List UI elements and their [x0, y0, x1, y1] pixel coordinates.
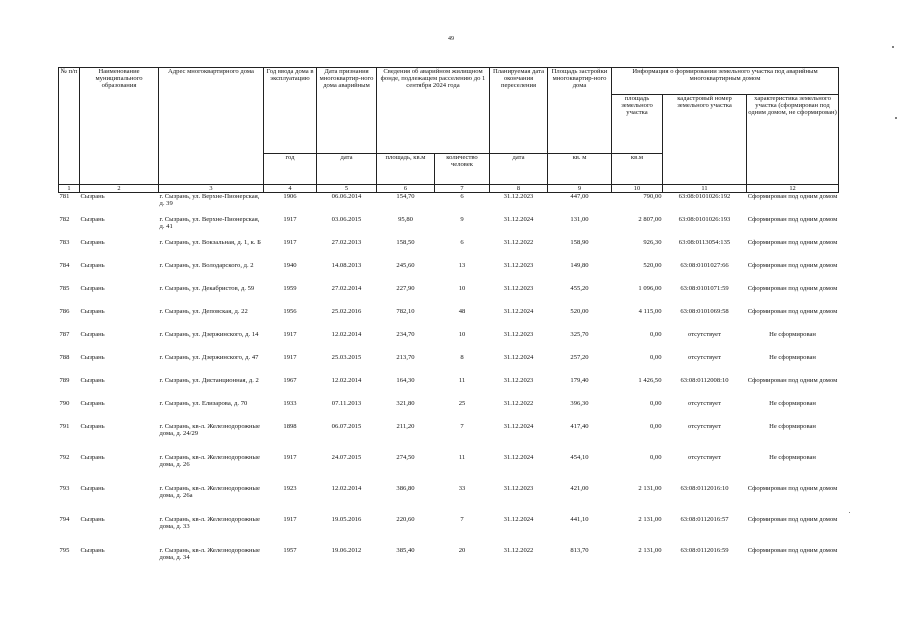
building-area-cell: 158,90: [570, 238, 589, 246]
year-cell: 1917: [283, 353, 297, 361]
year-cell: 1917: [283, 453, 297, 461]
row-number: 785: [59, 284, 70, 292]
header-municipality: Наименование муниципального образования: [80, 68, 159, 185]
header-num: № п/п: [59, 68, 80, 185]
land-area-cell: 0,00: [649, 422, 662, 430]
cadastral-cell: отсутствует: [688, 399, 721, 407]
year-cell: 1917: [283, 238, 297, 246]
table-row: [59, 216, 839, 239]
people-cell: 9: [460, 215, 464, 223]
area-cell: 95,80: [398, 215, 413, 223]
municipality-cell: Сызрань: [80, 307, 105, 315]
header-land-area: площадь земельного участка: [612, 95, 663, 154]
area-cell: 211,20: [396, 422, 415, 430]
column-number: 12: [747, 185, 839, 193]
address-cell: г. Сызрань, кв-л. Железнодорожные дома, д. 34: [159, 546, 260, 561]
cadastral-cell: 63:08:0112016:57: [680, 515, 729, 523]
header-cadastral: кадастровый номер земельного участка: [663, 95, 747, 185]
table-row: [59, 454, 839, 485]
people-cell: 8: [460, 353, 464, 361]
municipality-cell: Сызрань: [80, 330, 105, 338]
column-number: 1: [59, 185, 80, 193]
land-char-cell: Сформирован под одним домом: [747, 376, 838, 384]
land-char-cell: Сформирован под одним домом: [747, 215, 838, 223]
land-char-cell: Сформирован под одним домом: [747, 307, 838, 315]
resettlement-date-cell: 31.12.2023: [503, 484, 534, 492]
address-cell: г. Сызрань, ул. Декабристов, д. 59: [159, 284, 255, 292]
table-row: [59, 400, 839, 423]
cadastral-cell: 63:08:0113054:135: [678, 238, 731, 246]
column-number: 11: [663, 185, 747, 193]
emergency-date-cell: 14.08.2013: [331, 261, 362, 269]
address-cell: г. Сызрань, ул. Дзержинского, д. 14: [159, 330, 259, 338]
address-cell: г. Сызрань, ул. Вокзальная, д. 1, к. Б: [159, 238, 261, 246]
area-cell: 386,80: [396, 484, 415, 492]
unit-people: количество человек: [435, 154, 490, 185]
column-number: 6: [377, 185, 435, 193]
resettlement-date-cell: 31.12.2023: [503, 284, 534, 292]
resettlement-date-cell: 31.12.2024: [503, 307, 534, 315]
address-cell: г. Сызрань, кв-л. Железнодорожные дома, д. 26а: [159, 484, 260, 499]
row-number: 784: [59, 261, 70, 269]
emergency-date-cell: 19.05.2016: [331, 515, 362, 523]
header-land-char: характеристика земельного участка (сформирован под одним домом, не сформирован): [747, 95, 839, 185]
row-number: 781: [59, 193, 70, 200]
building-area-cell: 257,20: [570, 353, 589, 361]
building-area-cell: 454,10: [570, 453, 589, 461]
area-cell: 321,80: [396, 399, 415, 407]
resettlement-date-cell: 31.12.2024: [503, 453, 534, 461]
column-number: 9: [548, 185, 612, 193]
resettlement-date-cell: 31.12.2023: [503, 376, 534, 384]
unit-area: площадь, кв.м: [377, 154, 435, 185]
cadastral-cell: 63:08:0101071:59: [680, 284, 729, 292]
column-number: 2: [80, 185, 159, 193]
municipality-cell: Сызрань: [80, 261, 105, 269]
row-number: 795: [59, 546, 70, 554]
resettlement-date-cell: 31.12.2022: [503, 546, 534, 554]
row-number: 782: [59, 215, 70, 223]
building-area-cell: 325,70: [570, 330, 589, 338]
year-cell: 1917: [283, 330, 297, 338]
year-cell: 1957: [283, 546, 297, 554]
area-cell: 385,40: [396, 546, 415, 554]
table-body: [59, 193, 839, 578]
people-cell: 7: [460, 515, 464, 523]
land-area-cell: 4 115,00: [638, 307, 662, 315]
municipality-cell: Сызрань: [80, 546, 105, 554]
emergency-date-cell: 07.11.2013: [331, 399, 362, 407]
area-cell: 158,50: [396, 238, 415, 246]
area-cell: 782,10: [396, 307, 415, 315]
row-number: 791: [59, 422, 70, 430]
cadastral-cell: 63:08:0112016:10: [680, 484, 729, 492]
building-area-cell: 179,40: [570, 376, 589, 384]
year-cell: 1898: [283, 422, 297, 430]
header-address: Адрес многоквартирного дома: [159, 68, 264, 185]
people-cell: 10: [458, 284, 466, 292]
column-number: 4: [264, 185, 317, 193]
header-emergency-date: Дата признания многоквартир-ного дома аварийным: [317, 68, 377, 154]
cadastral-cell: 63:08:0112008:10: [680, 376, 729, 384]
area-cell: 164,30: [396, 376, 415, 384]
people-cell: 6: [460, 238, 464, 246]
land-area-cell: 2 131,00: [638, 484, 662, 492]
table-row: [59, 285, 839, 308]
people-cell: 13: [458, 261, 466, 269]
area-cell: 245,60: [396, 261, 415, 269]
municipality-cell: Сызрань: [80, 353, 105, 361]
resettlement-date-cell: 31.12.2024: [503, 515, 534, 523]
year-cell: 1967: [283, 376, 297, 384]
table-row: [59, 485, 839, 516]
column-number: 5: [317, 185, 377, 193]
cadastral-cell: отсутствует: [688, 330, 721, 338]
land-char-cell: Сформирован под одним домом: [747, 238, 838, 246]
table-row: [59, 239, 839, 262]
land-area-cell: 1 096,00: [638, 284, 662, 292]
emergency-date-cell: 06.07.2015: [331, 422, 362, 430]
land-char-cell: Не сформирован: [769, 353, 816, 361]
municipality-cell: Сызрань: [80, 238, 105, 246]
land-area-cell: 1 426,50: [638, 376, 662, 384]
header-year: Год ввода дома в эксплуатацию: [264, 68, 317, 154]
area-cell: 220,60: [396, 515, 415, 523]
land-char-cell: Сформирован под одним домом: [747, 515, 838, 523]
building-area-cell: 131,00: [570, 215, 589, 223]
area-cell: 154,70: [396, 193, 415, 200]
municipality-cell: Сызрань: [80, 399, 105, 407]
unit-land-sqm: кв.м: [612, 154, 663, 185]
table-row: [59, 308, 839, 331]
municipality-cell: Сызрань: [80, 284, 105, 292]
row-number: 787: [59, 330, 70, 338]
emergency-date-cell: 19.06.2012: [331, 546, 362, 554]
land-char-cell: Не сформирован: [769, 330, 816, 338]
table-row: [59, 331, 839, 354]
scan-speck: [849, 512, 850, 513]
emergency-date-cell: 24.07.2015: [331, 453, 362, 461]
cadastral-cell: 63:08:0101026:193: [678, 215, 731, 223]
cadastral-cell: 63:08:0101027:66: [680, 261, 729, 269]
row-number: 794: [59, 515, 70, 523]
column-number: 3: [159, 185, 264, 193]
emergency-date-cell: 27.02.2013: [331, 238, 362, 246]
table-row: [59, 193, 839, 216]
land-area-cell: 926,30: [643, 238, 662, 246]
people-cell: 33: [458, 484, 466, 492]
area-cell: 213,70: [396, 353, 415, 361]
building-area-cell: 520,00: [570, 307, 589, 315]
row-number: 788: [59, 353, 70, 361]
emergency-date-cell: 25.03.2015: [331, 353, 362, 361]
year-cell: 1906: [283, 193, 297, 200]
land-char-cell: Сформирован под одним домом: [747, 546, 838, 554]
row-number: 792: [59, 453, 70, 461]
land-area-cell: 2 131,00: [638, 546, 662, 554]
cadastral-cell: 63:08:0112016:59: [680, 546, 729, 554]
people-cell: 10: [458, 330, 466, 338]
header-building-area: Площадь застройки многоквартир-ного дома: [548, 68, 612, 154]
land-area-cell: 0,00: [649, 453, 662, 461]
land-char-cell: Не сформирован: [769, 422, 816, 430]
emergency-date-cell: 06.06.2014: [331, 193, 362, 200]
cadastral-cell: отсутствует: [688, 422, 721, 430]
people-cell: 48: [458, 307, 466, 315]
address-cell: г. Сызрань, кв-л. Железнодорожные дома, д. 24/29: [159, 422, 260, 437]
emergency-date-cell: 27.02.2014: [331, 284, 362, 292]
building-area-cell: 421,00: [570, 484, 589, 492]
land-area-cell: 0,00: [649, 330, 662, 338]
unit-date: дата: [317, 154, 377, 185]
table-row: [59, 516, 839, 547]
people-cell: 7: [460, 422, 464, 430]
unit-year: год: [264, 154, 317, 185]
municipality-cell: Сызрань: [80, 193, 105, 200]
address-cell: г. Сызрань, кв-л. Железнодорожные дома, д. 26: [159, 453, 260, 468]
resettlement-date-cell: 31.12.2024: [503, 422, 534, 430]
address-cell: г. Сызрань, кв-л. Железнодорожные дома, д. 33: [159, 515, 260, 530]
building-area-cell: 813,70: [570, 546, 589, 554]
land-char-cell: Сформирован под одним домом: [747, 261, 838, 269]
resettlement-date-cell: 31.12.2023: [503, 261, 534, 269]
building-area-cell: 441,10: [570, 515, 589, 523]
table-row: [59, 377, 839, 400]
column-number: 10: [612, 185, 663, 193]
scan-speck: [895, 117, 897, 119]
people-cell: 6: [460, 193, 464, 200]
area-cell: 227,90: [396, 284, 415, 292]
year-cell: 1917: [283, 515, 297, 523]
row-number: 793: [59, 484, 70, 492]
land-char-cell: Не сформирован: [769, 399, 816, 407]
people-cell: 11: [458, 453, 466, 461]
row-number: 790: [59, 399, 70, 407]
header-resettlement-date: Планируемая дата окончания переселения: [490, 68, 548, 154]
cadastral-cell: отсутствует: [688, 353, 721, 361]
cadastral-cell: 63:08:0101026:192: [678, 193, 731, 200]
header-housing-info: Сведения об аварийном жилищном фонде, подлежащем расселению до 1 сентября 2024 года: [377, 68, 490, 154]
land-char-cell: Сформирован под одним домом: [747, 193, 838, 200]
area-cell: 234,70: [396, 330, 415, 338]
emergency-housing-table: [58, 67, 839, 578]
resettlement-date-cell: 31.12.2023: [503, 330, 534, 338]
municipality-cell: Сызрань: [80, 484, 105, 492]
land-area-cell: 520,00: [643, 261, 662, 269]
row-number: 783: [59, 238, 70, 246]
people-cell: 20: [458, 546, 466, 554]
land-area-cell: 790,00: [643, 193, 662, 200]
cadastral-cell: отсутствует: [688, 453, 721, 461]
building-area-cell: 149,80: [570, 261, 589, 269]
people-cell: 25: [458, 399, 466, 407]
address-cell: г. Сызрань, ул. Верхне-Пионерская, д. 41: [159, 215, 260, 230]
year-cell: 1956: [283, 307, 297, 315]
building-area-cell: 417,40: [570, 422, 589, 430]
municipality-cell: Сызрань: [80, 453, 105, 461]
resettlement-date-cell: 31.12.2022: [503, 399, 534, 407]
column-number: 7: [435, 185, 490, 193]
municipality-cell: Сызрань: [80, 376, 105, 384]
year-cell: 1917: [283, 215, 297, 223]
unit-end-date: дата: [490, 154, 548, 185]
year-cell: 1923: [283, 484, 297, 492]
emergency-date-cell: 12.02.2014: [331, 330, 362, 338]
building-area-cell: 447,00: [570, 193, 589, 200]
land-area-cell: 0,00: [649, 399, 662, 407]
address-cell: г. Сызрань, ул. Дистанционная, д. 2: [159, 376, 259, 384]
emergency-date-cell: 12.02.2014: [331, 376, 362, 384]
table-row: [59, 354, 839, 377]
municipality-cell: Сызрань: [80, 515, 105, 523]
address-cell: г. Сызрань, ул. Деповская, д. 22: [159, 307, 248, 315]
resettlement-date-cell: 31.12.2023: [503, 193, 534, 200]
land-char-cell: Сформирован под одним домом: [747, 284, 838, 292]
land-char-cell: Сформирован под одним домом: [747, 484, 838, 492]
resettlement-date-cell: 31.12.2024: [503, 353, 534, 361]
page-number: 49: [448, 36, 454, 42]
building-area-cell: 396,30: [570, 399, 589, 407]
year-cell: 1933: [283, 399, 297, 407]
table-row: [59, 547, 839, 578]
address-cell: г. Сызрань, ул. Дзержинского, д. 47: [159, 353, 259, 361]
area-cell: 274,50: [396, 453, 415, 461]
building-area-cell: 455,20: [570, 284, 589, 292]
table-row: [59, 262, 839, 285]
municipality-cell: Сызрань: [80, 215, 105, 223]
scan-speck: [892, 46, 894, 48]
column-number: 8: [490, 185, 548, 193]
header-land-info: Информация о формировании земельного участка под аварийным многоквартирным домом: [612, 68, 839, 95]
table-row: [59, 423, 839, 454]
land-area-cell: 2 131,00: [638, 515, 662, 523]
municipality-cell: Сызрань: [80, 422, 105, 430]
emergency-date-cell: 25.02.2016: [331, 307, 362, 315]
unit-sqm: кв. м: [548, 154, 612, 185]
year-cell: 1940: [283, 261, 297, 269]
row-number: 786: [59, 307, 70, 315]
address-cell: г. Сызрань, ул. Елизарова, д. 70: [159, 399, 248, 407]
emergency-date-cell: 12.02.2014: [331, 484, 362, 492]
row-number: 789: [59, 376, 70, 384]
cadastral-cell: 63:08:0101069:58: [680, 307, 729, 315]
land-char-cell: Не сформирован: [769, 453, 816, 461]
land-area-cell: 2 807,00: [638, 215, 662, 223]
resettlement-date-cell: 31.12.2022: [503, 238, 534, 246]
year-cell: 1959: [283, 284, 297, 292]
resettlement-date-cell: 31.12.2024: [503, 215, 534, 223]
people-cell: 11: [458, 376, 466, 384]
column-number-row: [59, 185, 839, 193]
emergency-date-cell: 03.06.2015: [331, 215, 362, 223]
address-cell: г. Сызрань, ул. Володарского, д. 2: [159, 261, 254, 269]
address-cell: г. Сызрань, ул. Верхне-Пионерская, д. 39: [159, 193, 260, 207]
land-area-cell: 0,00: [649, 353, 662, 361]
